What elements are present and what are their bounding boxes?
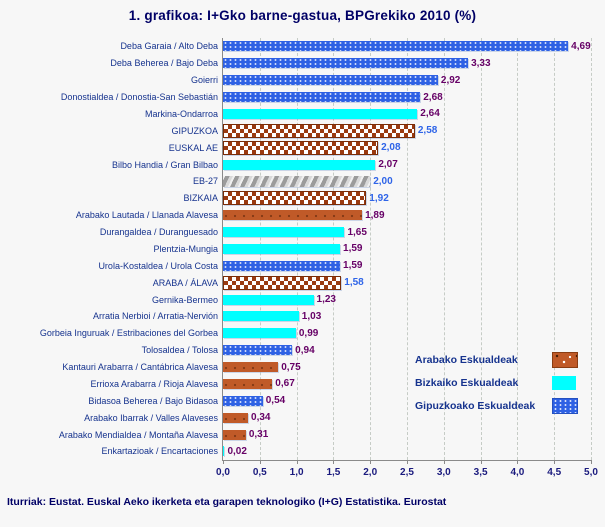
bar-row: [192, 173, 591, 190]
bar-row: [111, 156, 591, 173]
bar-value-label: 1,89: [365, 209, 385, 221]
bar-value-label: 0,67: [275, 378, 295, 390]
category-label: Plentzia-Mungia: [153, 243, 218, 254]
bar-value-label: 2,08: [381, 142, 401, 154]
legend-swatch-araba-icon: [552, 352, 578, 368]
tick-label: 2,0: [363, 467, 378, 478]
bar-value-label: 2,64: [420, 108, 440, 120]
bar-araba: [223, 362, 278, 372]
bar-value-label: 1,92: [369, 192, 389, 204]
bar-row: [144, 106, 591, 123]
bar-value-label: 1,59: [343, 260, 363, 272]
bar-row: [58, 426, 591, 443]
bar-value-label: 0,94: [295, 344, 315, 356]
bar-row: [183, 190, 591, 207]
chart-title: 1. grafikoa: I+Gko barne-gastua, BPGrekiko 2010 (%): [128, 8, 477, 23]
bar-eb27: [223, 176, 370, 187]
bar-row: [101, 443, 591, 460]
bar-bizkaia: [223, 160, 375, 170]
tick-mark: [297, 460, 298, 464]
bar-row: [110, 55, 591, 72]
bar-aggregate: [223, 141, 378, 155]
tick-label: 0,5: [252, 467, 267, 478]
bar-value-label: 3,33: [471, 57, 491, 69]
bar-bizkaia: [223, 295, 314, 305]
tick-mark: [333, 460, 334, 464]
tick-label: 5,0: [584, 467, 598, 478]
bar-row: [60, 89, 591, 106]
bar-value-label: 0,99: [298, 327, 319, 339]
category-label: ARABA / ÁLAVA: [152, 277, 218, 288]
bar-row: [98, 257, 591, 274]
bar-row: [171, 122, 591, 139]
bar-gipuzkoa: [223, 92, 420, 102]
tick-label: 3,5: [473, 467, 488, 478]
bar-bizkaia: [223, 328, 296, 338]
legend-item-gipuzkoa: [415, 394, 578, 417]
bar-row: [152, 274, 591, 291]
category-label: Urola-Kostaldea / Urola Costa: [98, 260, 218, 271]
bar-value-label: 1,59: [343, 243, 363, 255]
legend: [415, 348, 578, 417]
tick-label: 3,0: [436, 467, 451, 478]
legend-item-araba: [415, 348, 578, 371]
category-label: Bidasoa Beherea / Bajo Bidasoa: [88, 395, 218, 406]
tick-mark: [444, 460, 445, 464]
tick-mark: [591, 460, 592, 464]
source-note: Iturriak: Eustat. Euskal Aeko ikerketa eta garapen teknologiko (I+G) Estatistika. Eurostat: [7, 496, 447, 508]
bar-gipuzkoa: [223, 345, 292, 355]
bar-araba: [223, 430, 246, 440]
bar-row: [75, 207, 591, 224]
tick-label: 0,0: [216, 467, 230, 478]
bar-aggregate: [223, 276, 341, 290]
bar-gipuzkoa: [223, 396, 263, 406]
tick-mark: [260, 460, 261, 464]
bar-aggregate: [223, 124, 415, 138]
bar-araba: [223, 413, 248, 423]
category-label: BIZKAIA: [183, 193, 218, 204]
bar-row: [151, 291, 591, 308]
category-label: Kantauri Arabarra / Cantábrica Alavesa: [62, 362, 218, 373]
legend-label: Gipuzkoako Eskualdeak: [415, 399, 536, 412]
bar-araba: [223, 379, 272, 389]
category-label: Deba Garaia / Alto Deba: [120, 41, 218, 52]
category-label: Durangaldea / Duranguesado: [99, 227, 218, 238]
bar-araba: [223, 210, 362, 220]
tick-mark: [517, 460, 518, 464]
bar-row: [99, 224, 591, 241]
bar-bizkaia: [223, 109, 417, 119]
category-label: Errioxa Arabarra / Rioja Alavesa: [90, 378, 218, 389]
bar-aggregate: [223, 191, 366, 205]
bar-value-label: 0,02: [227, 445, 247, 457]
category-label: EB-27: [192, 176, 218, 187]
tick-mark: [370, 460, 371, 464]
category-label: Arratia Nerbioi / Arratia-Nervión: [92, 311, 218, 322]
category-label: Arabako Ibarrak / Valles Alaveses: [84, 412, 218, 423]
category-label: Tolosaldea / Tolosa: [141, 345, 218, 356]
legend-item-bizkaia: [415, 371, 578, 394]
category-label: Goierri: [190, 75, 218, 86]
category-label: Donostialdea / Donostia-San Sebastián: [60, 92, 218, 103]
category-label: GIPUZKOA: [171, 125, 218, 136]
bar-bizkaia: [223, 446, 224, 456]
tick-label: 1,5: [326, 467, 341, 478]
category-label: Enkartazioak / Encartaciones: [101, 446, 218, 457]
category-label: EUSKAL AE: [168, 142, 218, 153]
bar-value-label: 0,34: [251, 412, 271, 424]
bar-row: [120, 38, 591, 55]
bar-value-label: 2,07: [378, 159, 398, 171]
tick-label: 4,0: [510, 467, 525, 478]
bar-value-label: 1,58: [344, 277, 364, 289]
tick-label: 4,5: [547, 467, 562, 478]
bar-row: [190, 72, 591, 89]
bar-value-label: 2,58: [417, 125, 438, 137]
bar-value-label: 1,65: [347, 226, 367, 238]
category-label: Gorbeia Inguruak / Estribaciones del Gorbea: [39, 328, 218, 339]
bar-row: [92, 308, 591, 325]
legend-label: Arabako Eskualdeak: [415, 353, 518, 366]
bar-row: [153, 241, 591, 258]
legend-swatch-gipuzkoa-icon: [552, 398, 578, 414]
bar-value-label: 2,92: [440, 74, 461, 86]
bar-value-label: 1,23: [316, 294, 336, 306]
bar-value-label: 0,75: [281, 361, 301, 373]
legend-swatch-bizkaia-icon: [552, 376, 576, 390]
tick-mark: [407, 460, 408, 464]
bar-bizkaia: [223, 227, 344, 237]
category-label: Arabako Lautada / Llanada Alavesa: [75, 210, 218, 221]
legend-label: Bizkaiko Eskualdeak: [415, 376, 519, 389]
category-label: Bilbo Handia / Gran Bilbao: [111, 159, 218, 170]
bar-gipuzkoa: [223, 261, 340, 271]
bar-value-label: 0,54: [265, 395, 286, 407]
tick-label: 2,5: [400, 467, 414, 478]
bar-gipuzkoa: [223, 41, 568, 51]
category-label: Gernika-Bermeo: [151, 294, 218, 305]
bar-gipuzkoa: [223, 75, 438, 85]
bar-row: [168, 139, 591, 156]
gridline: [591, 38, 592, 460]
category-label: Arabako Mendialdea / Montaña Alavesa: [58, 429, 218, 440]
bar-row: [39, 325, 591, 342]
tick-mark: [223, 460, 224, 464]
bar-value-label: 2,68: [423, 91, 443, 103]
tick-mark: [481, 460, 482, 464]
bar-value-label: 0,31: [248, 429, 269, 441]
bar-value-label: 1,03: [301, 310, 322, 322]
bar-value-label: 2,00: [373, 175, 393, 187]
tick-label: 1,0: [289, 467, 304, 478]
bar-bizkaia: [223, 244, 340, 254]
bar-gipuzkoa: [223, 58, 468, 68]
category-label: Deba Beherea / Bajo Deba: [110, 58, 218, 69]
bar-value-label: 4,69: [571, 40, 591, 52]
category-label: Markina-Ondarroa: [144, 108, 218, 119]
tick-mark: [554, 460, 555, 464]
bar-bizkaia: [223, 311, 299, 321]
